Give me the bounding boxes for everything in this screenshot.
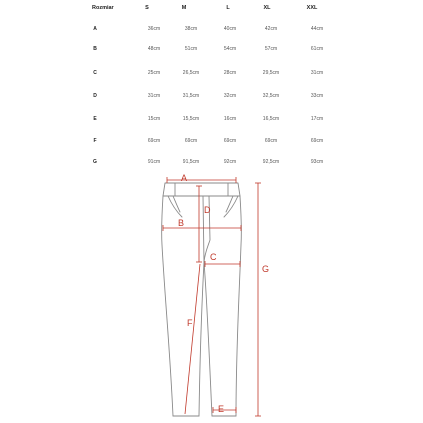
pants-outline bbox=[162, 183, 242, 416]
table-cell: 42cm bbox=[264, 26, 278, 32]
table-cell: 69cm bbox=[264, 138, 278, 144]
table-cell: 57cm bbox=[264, 46, 278, 52]
table-cell: 91cm bbox=[147, 159, 161, 165]
row-label-g: G bbox=[93, 159, 97, 165]
size-header-xl: XL bbox=[263, 5, 271, 11]
label-d: D bbox=[204, 205, 211, 215]
row-label-f: F bbox=[93, 138, 97, 144]
size-header-xxl: XXL bbox=[306, 5, 318, 11]
table-cell: 31cm bbox=[310, 70, 324, 76]
table-cell: 31,5cm bbox=[182, 93, 200, 99]
table-cell: 15cm bbox=[147, 116, 161, 122]
table-cell: 33cm bbox=[310, 93, 324, 99]
table-cell: 69cm bbox=[223, 138, 237, 144]
table-cell: 69cm bbox=[147, 138, 161, 144]
table-cell: 92cm bbox=[223, 159, 237, 165]
table-cell: 29,5cm bbox=[262, 70, 280, 76]
label-e: E bbox=[218, 404, 225, 414]
row-label-e: E bbox=[93, 116, 97, 122]
table-cell: 16,5cm bbox=[262, 116, 280, 122]
table-cell: 32cm bbox=[223, 93, 237, 99]
table-cell: 40cm bbox=[223, 26, 237, 32]
table-cell: 44cm bbox=[310, 26, 324, 32]
table-cell: 69cm bbox=[184, 138, 198, 144]
row-label-c: C bbox=[93, 70, 97, 76]
row-label-b: B bbox=[93, 46, 97, 52]
table-cell: 16cm bbox=[223, 116, 237, 122]
size-header-m: M bbox=[181, 5, 187, 11]
table-cell: 61cm bbox=[310, 46, 324, 52]
table-cell: 91,5cm bbox=[182, 159, 200, 165]
table-cell: 17cm bbox=[310, 116, 324, 122]
label-g: G bbox=[262, 264, 270, 274]
size-column-header: Rozmiar bbox=[92, 5, 114, 11]
label-f: F bbox=[187, 318, 193, 328]
label-c: C bbox=[210, 252, 217, 262]
table-cell: 25cm bbox=[147, 70, 161, 76]
table-cell: 48cm bbox=[147, 46, 161, 52]
label-b: B bbox=[178, 218, 185, 228]
table-cell: 31cm bbox=[147, 93, 161, 99]
table-cell: 15,5cm bbox=[182, 116, 200, 122]
size-header-l: L bbox=[226, 5, 230, 11]
row-label-d: D bbox=[93, 93, 97, 99]
size-header-s: S bbox=[145, 5, 149, 11]
row-label-a: A bbox=[93, 26, 97, 32]
table-cell: 26,5cm bbox=[182, 70, 200, 76]
table-cell: 38cm bbox=[184, 26, 198, 32]
label-a: A bbox=[181, 173, 188, 183]
table-cell: 28cm bbox=[223, 70, 237, 76]
table-cell: 54cm bbox=[223, 46, 237, 52]
table-cell: 92,5cm bbox=[262, 159, 280, 165]
table-cell: 51cm bbox=[184, 46, 198, 52]
table-cell: 36cm bbox=[147, 26, 161, 32]
table-cell: 93cm bbox=[310, 159, 324, 165]
table-cell: 69cm bbox=[310, 138, 324, 144]
table-cell: 32,5cm bbox=[262, 93, 280, 99]
